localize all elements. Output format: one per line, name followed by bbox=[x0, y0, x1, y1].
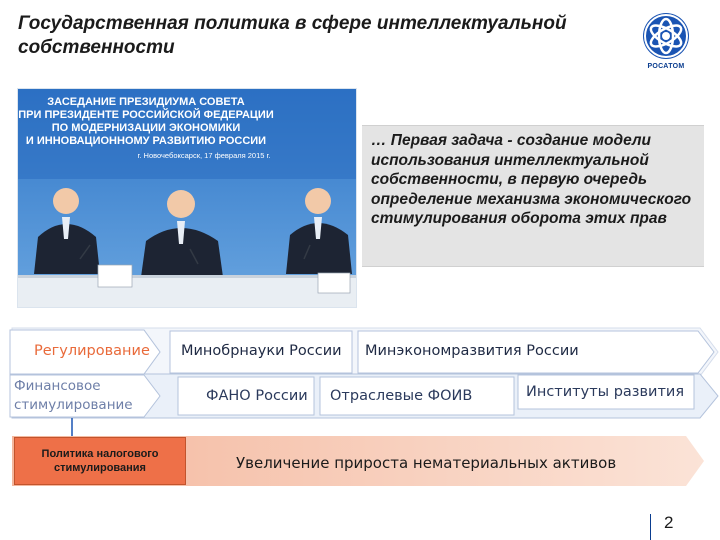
banner-line: И ИННОВАЦИОННОМУ РАЗВИТИЮ РОССИИ bbox=[25, 135, 267, 147]
banner-line: ЗАСЕДАНИЕ ПРЕЗИДИУМА СОВЕТА bbox=[47, 96, 245, 108]
finance-label-line2: стимулирование bbox=[14, 397, 133, 413]
fano-label: ФАНО России bbox=[206, 388, 308, 404]
regulation-label: Регулирование bbox=[34, 343, 150, 359]
banner-caption: г. Новочебоксарск, 17 февраля 2015 г. bbox=[137, 151, 271, 160]
institutes-label: Институты развития bbox=[526, 384, 685, 400]
logo-wordmark: РОСАТОМ bbox=[647, 63, 685, 70]
slide-title: Государственная политика в сфере интеллектуальной собственности bbox=[18, 13, 567, 58]
banner-line: ПО МОДЕРНИЗАЦИИ ЭКОНОМИКИ bbox=[51, 122, 241, 134]
growth-label: Увеличение прироста нематериальных активов bbox=[236, 454, 617, 472]
banner-line: ПРИ ПРЕЗИДЕНТЕ РОССИЙСКОЙ ФЕДЕРАЦИИ bbox=[18, 109, 274, 121]
foiv-label: Отраслевые ФОИВ bbox=[330, 388, 473, 404]
tax-policy-label: Политика налогового стимулирования bbox=[41, 448, 159, 474]
finance-label-line1: Финансовое bbox=[14, 378, 101, 394]
quote-text: … Первая задача - создание модели использования интеллектуальной собственности, в первую очередь определение механизма экономического стимулирования оборота этих прав bbox=[371, 132, 692, 228]
minobrnauki-label: Минобрнауки России bbox=[181, 343, 342, 359]
page-number: 2 bbox=[664, 513, 674, 532]
tax-policy-box bbox=[14, 437, 186, 485]
footer-divider bbox=[650, 514, 651, 540]
minekonom-label: Минэкономразвития России bbox=[365, 343, 579, 359]
